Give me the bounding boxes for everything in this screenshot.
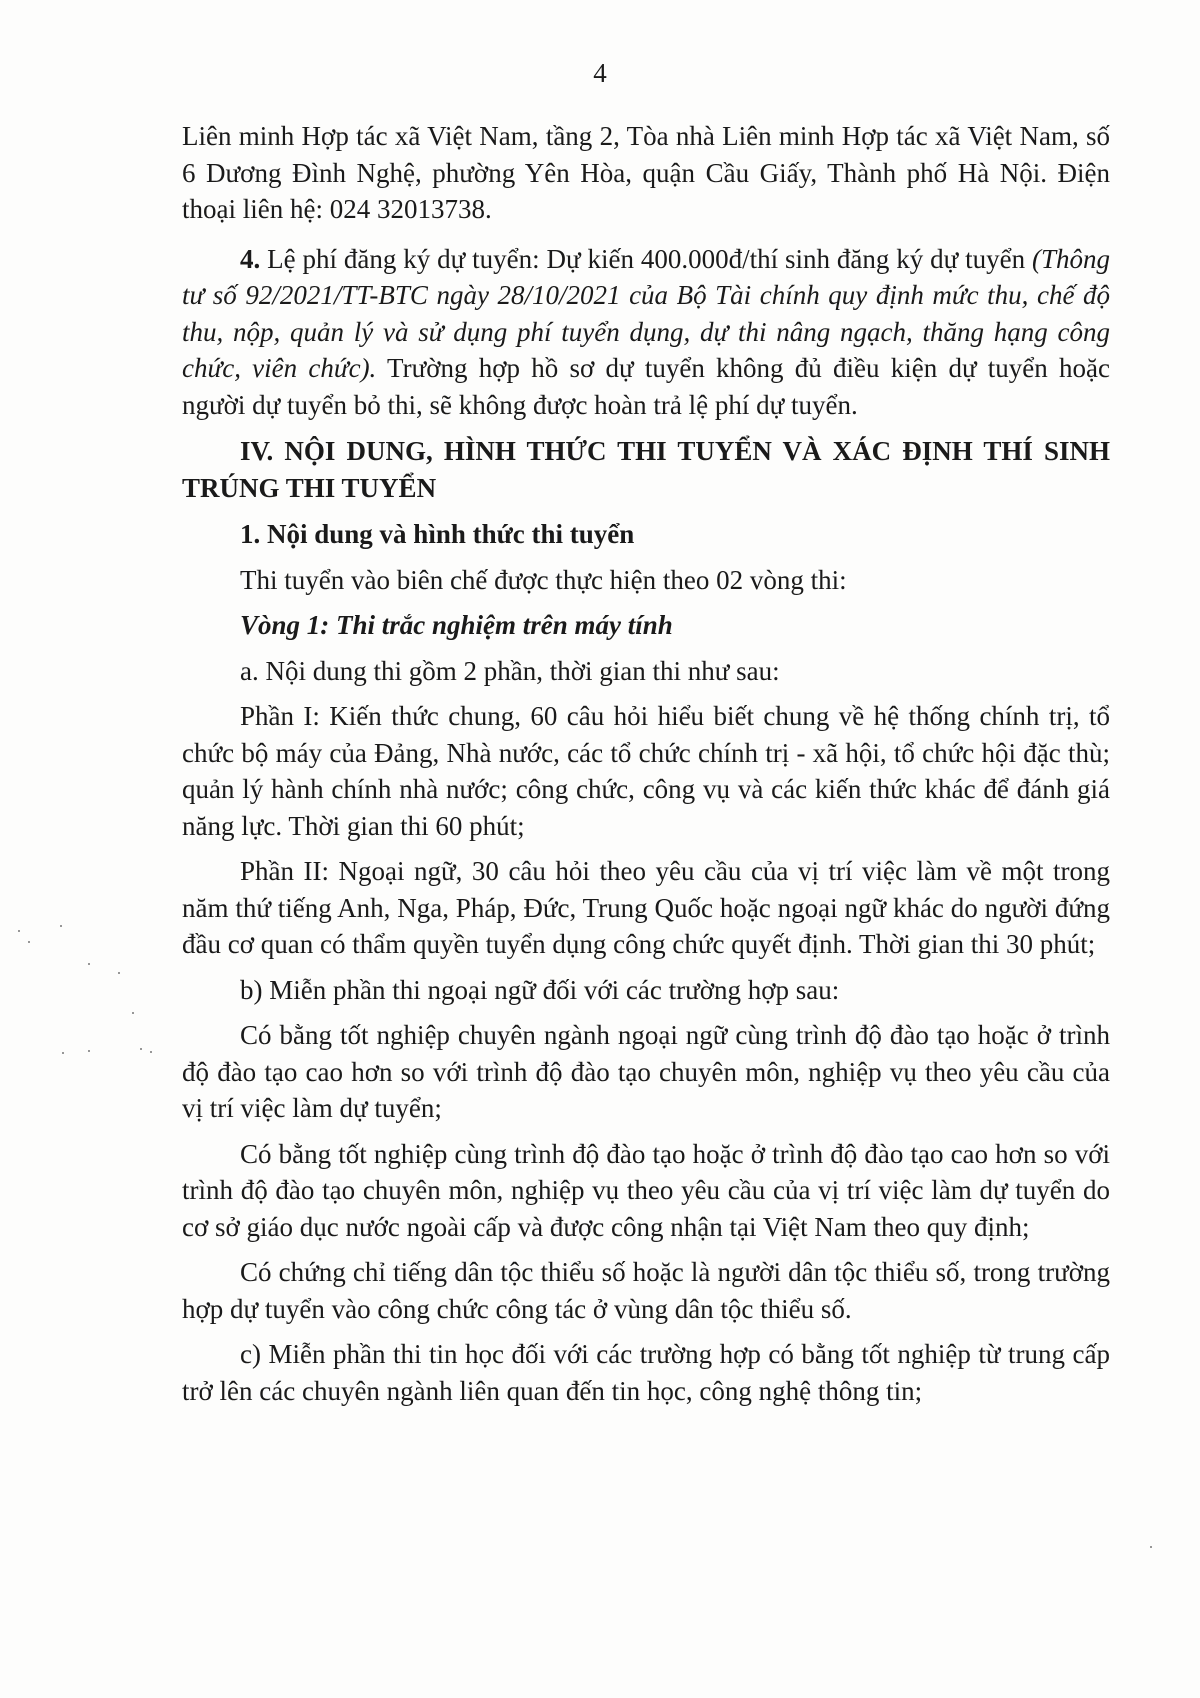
page-number: 4 bbox=[593, 58, 607, 88]
paragraph-rounds: Thi tuyển vào biên chế được thực hiện theo 02 vòng thi: bbox=[240, 564, 847, 595]
paragraph-exemption-foreign-degree: Có bằng tốt nghiệp cùng trình độ đào tạo hoặc ở trình độ đào tạo cao hơn so với trình độ đào tạo chuyên môn, nghiệp vụ theo yêu cầu của vị trí việc làm dự tuyển do cơ sở giáo dục nước ngoài cấp và được công nhận tại Việt Nam theo quy định; bbox=[182, 1138, 1110, 1242]
fee-tail-text: Trường hợp hồ sơ dự tuyển không đủ điều kiện dự tuyển hoặc người dự tuyển bỏ thi, sẽ không được hoàn trả lệ phí dự tuyển. bbox=[182, 353, 1110, 420]
section-heading-iv: IV. NỘI DUNG, HÌNH THỨC THI TUYỂN VÀ XÁC ĐỊNH THÍ SINH TRÚNG THI TUYỂN bbox=[182, 436, 1110, 503]
paragraph-it-exemption: c) Miễn phần thi tin học đối với các trường hợp có bằng tốt nghiệp từ trung cấp trở lên các chuyên ngành liên quan đến tin học, công nghệ thông tin; bbox=[182, 1339, 1110, 1406]
subheading-round-1: Vòng 1: Thi trắc nghiệm trên máy tính bbox=[240, 610, 673, 640]
paragraph-fee bbox=[182, 241, 1110, 424]
paragraph-part-1: Phần I: Kiến thức chung, 60 câu hỏi hiểu biết chung về hệ thống chính trị, tổ chức bộ máy của Đảng, Nhà nước, các tổ chức chính trị - xã hội, tổ chức hội đặc thù; quản lý hành chính nhà nước; công chức, công vụ và các kiến thức khác để đánh giá năng lực. Thời gian thi 60 phút; bbox=[182, 701, 1110, 841]
paragraph-exam-parts: a. Nội dung thi gồm 2 phần, thời gian thi như sau: bbox=[240, 655, 780, 686]
document-body bbox=[182, 118, 1110, 1409]
item-number: 4. bbox=[240, 243, 261, 274]
fee-lead-text: Lệ phí đăng ký dự tuyển: Dự kiến 400.000đ/thí sinh đăng ký dự tuyển bbox=[260, 243, 1032, 274]
paragraph-address: Liên minh Hợp tác xã Việt Nam, tầng 2, Tòa nhà Liên minh Hợp tác xã Việt Nam, số 6 Dương Đình Nghệ, phường Yên Hòa, quận Cầu Giấy, Thành phố Hà Nội. Điện thoại liên hệ: 024 32013738. bbox=[182, 121, 1110, 224]
paragraph-exemption-ethnic: Có chứng chỉ tiếng dân tộc thiểu số hoặc là người dân tộc thiểu số, trong trường hợp dự tuyển vào công chức công tác ở vùng dân tộc thiểu số. bbox=[182, 1257, 1110, 1324]
fee-legal-reference: (Thông tư số 92/2021/TT-BTC ngày 28/10/2021 của Bộ Tài chính quy định mức thu, chế độ thu, nộp, quản lý và sử dụng phí tuyển dụng, dự thi nâng ngạch, thăng hạng công chức, viên chức). bbox=[182, 243, 1110, 383]
paragraph-part-2: Phần II: Ngoại ngữ, 30 câu hỏi theo yêu cầu của vị trí việc làm về một trong năm thứ tiếng Anh, Nga, Pháp, Đức, Trung Quốc hoặc ngoại ngữ khác do người đứng đầu cơ quan có thẩm quyền tuyển dụng công chức quyết định. Thời gian thi 30 phút; bbox=[182, 856, 1110, 959]
paragraph-exemption-degree: Có bằng tốt nghiệp chuyên ngành ngoại ngữ cùng trình độ đào tạo hoặc ở trình độ đào tạo cao hơn so với trình độ đào tạo chuyên môn, nghiệp vụ theo yêu cầu của vị trí việc làm dự tuyển; bbox=[182, 1020, 1110, 1123]
subheading-content-format: 1. Nội dung và hình thức thi tuyển bbox=[240, 519, 635, 549]
paragraph-language-exemption: b) Miễn phần thi ngoại ngữ đối với các trường hợp sau: bbox=[240, 974, 840, 1005]
